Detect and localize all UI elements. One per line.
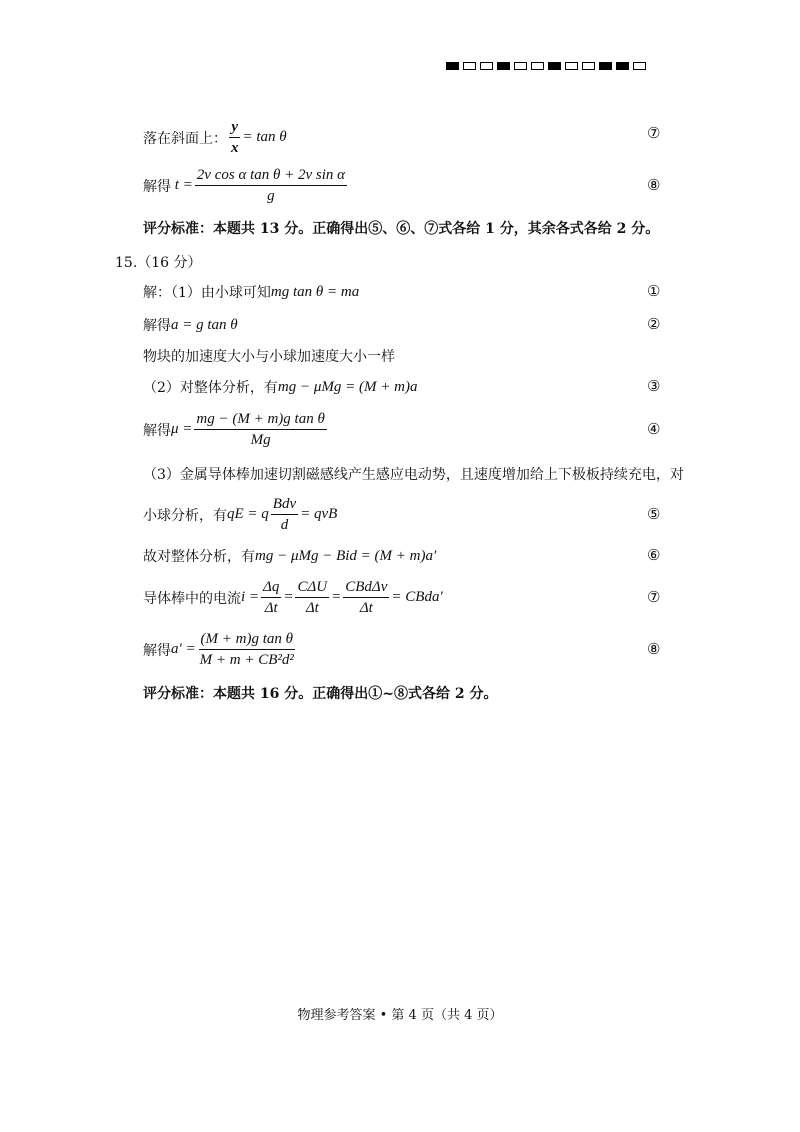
header-mark xyxy=(633,62,646,70)
header-mark xyxy=(599,62,612,70)
header-mark xyxy=(463,62,476,70)
solution-line-8: 故对整体分析，有 mg − μMg − Bid = (M + m)a′ xyxy=(143,547,437,565)
header-mark xyxy=(480,62,493,70)
header-marks xyxy=(446,62,646,70)
solution-line-5: 解得 μ = $\frac{\text{mg − (M + m)g tan θ}}{Mg}$ xyxy=(143,411,325,448)
equation-number-5: ⑤ xyxy=(647,505,661,523)
cbddv-dt-fraction: $\frac{\text{CBdΔv}}{\Delta t}$ xyxy=(345,579,388,616)
equation-number-8: ⑧ xyxy=(647,176,661,194)
equation-number-1: ① xyxy=(647,282,661,300)
header-mark xyxy=(531,62,544,70)
header-mark xyxy=(582,62,595,70)
scoring-14: 评分标准：本题共 13 分。正确得出⑤、⑥、⑦式各给 1 分，其余各式各给 2 分。 xyxy=(143,221,660,237)
dq-dt-fraction: $\frac{\Delta q}{\Delta t}$ xyxy=(263,579,280,616)
solve-t-line: 解得 t = $\frac{\text{2v cos α tan θ + 2v sin α}}{g}$ xyxy=(143,167,346,204)
mu-fraction: $\frac{\text{mg − (M + m)g tan θ}}{Mg}$ xyxy=(196,411,325,448)
t-fraction: $\frac{\text{2v cos α tan θ + 2v sin α}}{g}$ xyxy=(196,167,346,204)
equation-number-8b: ⑧ xyxy=(647,640,661,658)
header-mark xyxy=(548,62,561,70)
equation-number-4: ④ xyxy=(647,420,661,438)
cdu-dt-fraction: $\frac{\text{CΔU}}{\Delta t}$ xyxy=(297,579,328,616)
scoring-15: 评分标准：本题共 16 分。正确得出①~⑧式各给 2 分。 xyxy=(143,686,498,702)
header-mark xyxy=(616,62,629,70)
equation-number-3: ③ xyxy=(647,377,661,395)
y-over-x-fraction: $\frac{y}{x}$ xyxy=(231,119,239,156)
solution-line-7: 小球分析，有 qE = q $\frac{\text{Bdv}}{d}$ = qvB xyxy=(143,496,338,533)
equation-number-7: ⑦ xyxy=(647,124,661,142)
solution-line-2: 解得 a = g tan θ xyxy=(143,316,238,334)
bdv-fraction: $\frac{\text{Bdv}}{d}$ xyxy=(272,496,297,533)
incline-equation-line: 落在斜面上： $\frac{y}{x}$ = tan θ xyxy=(143,119,287,156)
equation-number-7b: ⑦ xyxy=(647,588,661,606)
question-15-title: 15.（16 分） xyxy=(115,255,202,271)
solution-line-9: 导体棒中的电流 i = $\frac{\Delta q}{\Delta t}$ = $\frac{\text{CΔU}}{\Delta t}$ = $\frac{\text{CBdΔv}}{\Delta t}$ = CBda′ xyxy=(143,579,443,616)
header-mark xyxy=(446,62,459,70)
solution-line-4: （2）对整体分析，有 mg − μMg = (M + m)a xyxy=(143,378,418,396)
solution-line-10: 解得 a′ = $\frac{\text{(M + m)g tan θ}}{\text{M + m + CB²d²}}$ xyxy=(143,631,294,668)
header-mark xyxy=(514,62,527,70)
a-prime-fraction: $\frac{\text{(M + m)g tan θ}}{\text{M + m + CB²d²}}$ xyxy=(199,631,294,668)
equation-number-6: ⑥ xyxy=(647,546,661,564)
solution-line-6: （3）金属导体棒加速切割磁感线产生感应电动势，且速度增加给上下极板持续充电，对 xyxy=(143,467,684,483)
page-footer: 物理参考答案 • 第 4 页（共 4 页） xyxy=(297,1008,503,1023)
solution-line-1: 解：（1）由小球可知 mg tan θ = ma xyxy=(143,283,360,301)
header-mark xyxy=(497,62,510,70)
header-mark xyxy=(565,62,578,70)
solution-line-3: 物块的加速度大小与小球加速度大小一样 xyxy=(143,349,395,365)
equation-number-2: ② xyxy=(647,315,661,333)
